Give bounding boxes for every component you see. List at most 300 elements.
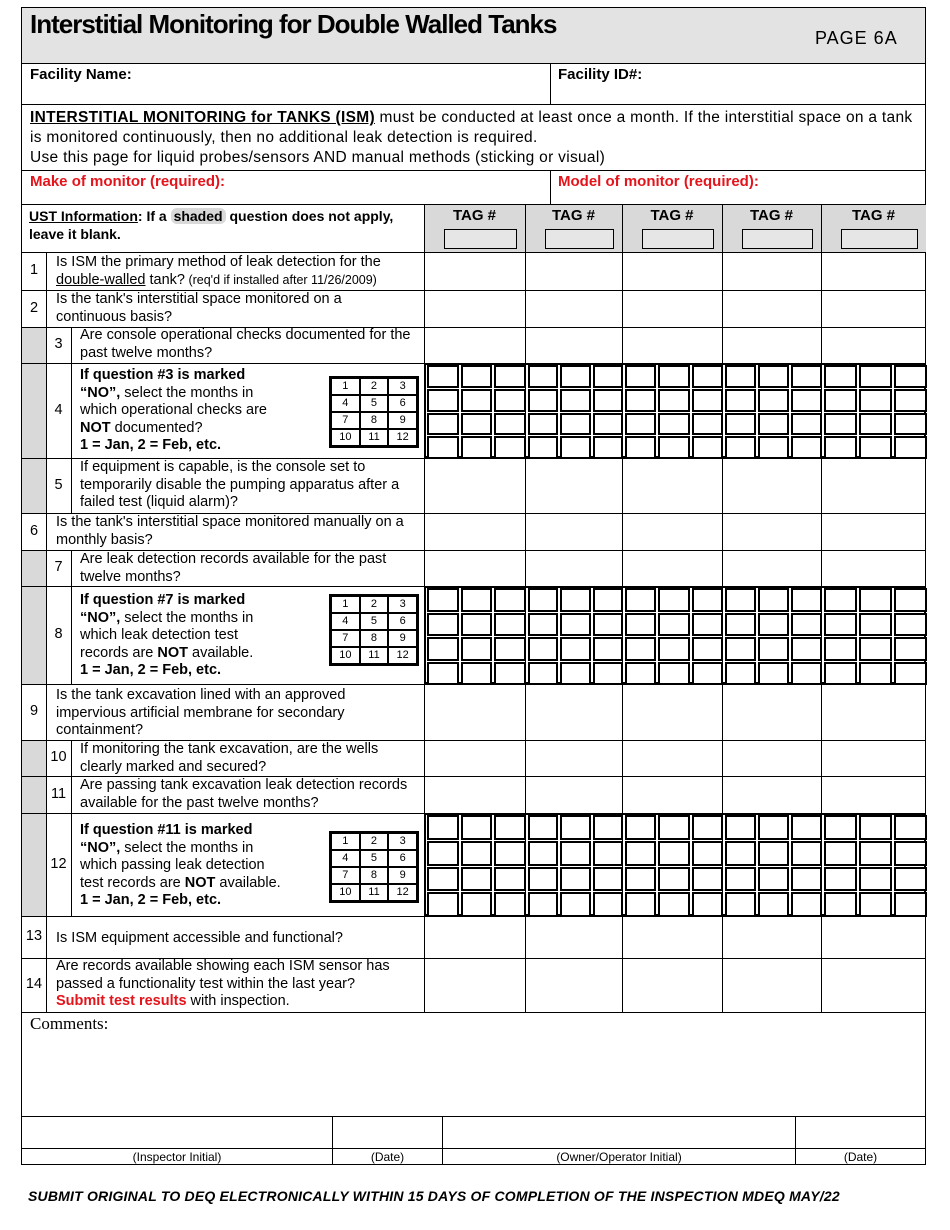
month-reference-grid [329, 594, 419, 666]
month-checkbox[interactable] [427, 613, 459, 637]
month-checkbox[interactable] [528, 613, 558, 637]
month-checkbox[interactable] [658, 841, 689, 866]
comments-area[interactable] [22, 1035, 924, 1115]
month-checkbox[interactable] [494, 389, 526, 412]
month-checkbox[interactable] [758, 815, 789, 840]
month-label: 12 [388, 429, 417, 446]
month-checkbox[interactable] [894, 662, 927, 686]
month-checkbox[interactable] [894, 892, 927, 917]
month-checkbox[interactable] [625, 588, 656, 612]
month-checkbox[interactable] [494, 365, 526, 388]
month-checkbox[interactable] [494, 588, 526, 612]
answer-cell[interactable] [526, 959, 621, 1011]
month-checkbox[interactable] [859, 637, 892, 661]
month-checkbox[interactable] [528, 841, 558, 866]
answer-cell[interactable] [425, 291, 524, 326]
answer-cell[interactable] [822, 777, 925, 812]
month-checkbox[interactable] [658, 436, 689, 459]
answer-cell[interactable] [623, 253, 721, 289]
tag-number-input-5[interactable] [841, 229, 918, 249]
month-checkbox[interactable] [692, 613, 723, 637]
month-checkbox[interactable] [528, 588, 558, 612]
month-checkbox[interactable] [658, 892, 689, 917]
tag-number-input-3[interactable] [642, 229, 714, 249]
answer-cell[interactable] [425, 917, 524, 957]
owner-initial-label: (Owner/Operator Initial) [556, 1150, 682, 1164]
month-checkbox[interactable] [461, 815, 493, 840]
month-checkbox[interactable] [692, 867, 723, 892]
sub-question-shade [22, 550, 46, 684]
month-checkbox[interactable] [824, 613, 857, 637]
month-checkbox[interactable] [625, 841, 656, 866]
month-checkbox[interactable] [461, 867, 493, 892]
month-label: 9 [388, 867, 417, 884]
month-checkbox[interactable] [725, 841, 756, 866]
month-checkbox[interactable] [859, 662, 892, 686]
answer-cell[interactable] [723, 291, 820, 326]
month-checkbox[interactable] [494, 613, 526, 637]
month-checkbox[interactable] [692, 637, 723, 661]
month-checkbox[interactable] [427, 815, 459, 840]
q7-text: Are leak detection records available for the past twelve months? [80, 551, 387, 585]
month-label: 7 [331, 412, 360, 429]
answer-cell[interactable] [526, 777, 621, 812]
month-checkbox[interactable] [461, 662, 493, 686]
tag-number-input-4[interactable] [742, 229, 813, 249]
q10-text: If monitoring the tank excavation, are the wells clearly marked and secured? [80, 741, 379, 775]
month-checkbox[interactable] [859, 413, 892, 436]
month-checkbox[interactable] [725, 637, 756, 661]
answer-cell[interactable] [526, 917, 621, 957]
ust-info-lead: UST Information [29, 208, 138, 224]
month-checkbox[interactable] [692, 815, 723, 840]
month-checkbox[interactable] [528, 867, 558, 892]
month-checkbox[interactable] [625, 413, 656, 436]
month-checkbox[interactable] [625, 389, 656, 412]
inspector-initial-field[interactable] [22, 1117, 331, 1147]
month-checkbox[interactable] [791, 841, 822, 866]
month-checkbox[interactable] [461, 436, 493, 459]
month-label: 9 [388, 412, 417, 429]
answer-cell[interactable] [623, 917, 721, 957]
month-checkbox[interactable] [593, 815, 623, 840]
answer-cell[interactable] [425, 959, 524, 1011]
month-checkbox[interactable] [427, 841, 459, 866]
month-checkbox[interactable] [427, 892, 459, 917]
month-checkbox[interactable] [494, 892, 526, 917]
answer-cell[interactable] [425, 459, 524, 512]
q13-text: Is ISM equipment accessible and functional? [56, 930, 343, 946]
month-checkbox[interactable] [692, 588, 723, 612]
inspector-date-field[interactable] [333, 1117, 441, 1147]
month-label: 8 [360, 867, 389, 884]
month-checkbox[interactable] [824, 588, 857, 612]
month-checkbox[interactable] [593, 436, 623, 459]
month-checkbox[interactable] [528, 892, 558, 917]
q1-text: Is ISM the primary method of leak detection for the double-walled tank? (req'd if installed after 11/26/2009) [56, 254, 381, 288]
month-checkbox[interactable] [692, 365, 723, 388]
facility-name-input[interactable] [22, 86, 548, 103]
month-checkbox[interactable] [494, 815, 526, 840]
answer-cell[interactable] [623, 551, 721, 585]
month-label: 9 [388, 630, 417, 647]
tag-header-4: TAG # [749, 207, 794, 224]
month-checkbox[interactable] [427, 436, 459, 459]
month-checkbox[interactable] [461, 413, 493, 436]
answer-cell[interactable] [623, 291, 721, 326]
owner-date-field[interactable] [796, 1117, 924, 1147]
month-checkbox[interactable] [658, 815, 689, 840]
month-checkbox[interactable] [824, 662, 857, 686]
page-number: PAGE 6A [815, 28, 898, 48]
month-checkbox[interactable] [494, 867, 526, 892]
answer-cell[interactable] [723, 551, 820, 585]
month-checkbox[interactable] [692, 436, 723, 459]
month-label: 7 [331, 867, 360, 884]
month-checkbox[interactable] [625, 815, 656, 840]
month-checkbox[interactable] [625, 436, 656, 459]
q5-text: If equipment is capable, is the console set to temporarily disable the pumping apparatus after a failed test (liquid alarm)? [80, 459, 400, 510]
month-checkbox[interactable] [894, 841, 927, 866]
month-checkbox[interactable] [528, 365, 558, 388]
month-checkbox[interactable] [427, 389, 459, 412]
tag-header-5: TAG # [851, 207, 896, 224]
month-checkbox[interactable] [824, 436, 857, 459]
month-label: 7 [331, 630, 360, 647]
month-checkbox[interactable] [725, 365, 756, 388]
month-checkbox[interactable] [560, 662, 590, 686]
answer-cell[interactable] [822, 253, 925, 289]
answer-cell[interactable] [526, 459, 621, 512]
month-checkbox[interactable] [461, 588, 493, 612]
month-checkbox[interactable] [494, 841, 526, 866]
month-checkbox[interactable] [692, 413, 723, 436]
rule [71, 550, 72, 684]
month-checkbox[interactable] [528, 413, 558, 436]
month-checkbox[interactable] [758, 413, 789, 436]
ust-info-mid: : If a [137, 208, 171, 224]
month-checkbox[interactable] [725, 662, 756, 686]
month-checkbox[interactable] [427, 662, 459, 686]
month-checkbox[interactable] [528, 436, 558, 459]
answer-cell[interactable] [425, 328, 524, 362]
month-checkbox[interactable] [560, 841, 590, 866]
month-checkbox[interactable] [824, 867, 857, 892]
month-checkbox[interactable] [625, 892, 656, 917]
month-checkbox[interactable] [725, 867, 756, 892]
month-checkbox[interactable] [791, 892, 822, 917]
month-label: 12 [388, 647, 417, 664]
month-label: 10 [331, 647, 360, 664]
month-checkbox[interactable] [859, 436, 892, 459]
month-checkbox[interactable] [791, 413, 822, 436]
answer-cell[interactable] [623, 514, 721, 549]
answer-cell[interactable] [425, 685, 524, 739]
month-checkbox[interactable] [758, 588, 789, 612]
owner-initial-field[interactable] [443, 1117, 794, 1147]
month-checkbox[interactable] [859, 892, 892, 917]
answer-cell[interactable] [822, 551, 925, 585]
month-checkbox[interactable] [758, 389, 789, 412]
month-checkbox[interactable] [894, 815, 927, 840]
month-checkbox[interactable] [560, 613, 590, 637]
answer-cell[interactable] [526, 514, 621, 549]
answer-cell[interactable] [723, 685, 820, 739]
month-checkbox[interactable] [560, 413, 590, 436]
month-checkbox[interactable] [461, 892, 493, 917]
month-checkbox[interactable] [791, 436, 822, 459]
month-checkbox[interactable] [593, 841, 623, 866]
month-checkbox[interactable] [593, 365, 623, 388]
month-checkbox[interactable] [528, 662, 558, 686]
month-checkbox[interactable] [494, 637, 526, 661]
q8-number: 8 [54, 626, 63, 642]
intro-line2: Use this page for liquid probes/sensors AND manual methods (sticking or visual) [30, 149, 606, 166]
month-checkbox[interactable] [560, 892, 590, 917]
month-checkbox[interactable] [658, 662, 689, 686]
answer-cell[interactable] [623, 959, 721, 1011]
rule [46, 684, 47, 740]
month-checkbox[interactable] [427, 637, 459, 661]
month-checkbox[interactable] [859, 389, 892, 412]
month-checkbox[interactable] [791, 389, 822, 412]
month-label: 1 [331, 596, 360, 613]
answer-cell[interactable] [723, 459, 820, 512]
month-checkbox[interactable] [894, 588, 927, 612]
answer-cell[interactable] [723, 741, 820, 775]
month-checkbox[interactable] [427, 365, 459, 388]
month-checkbox[interactable] [791, 662, 822, 686]
month-checkbox[interactable] [560, 365, 590, 388]
month-checkbox[interactable] [692, 841, 723, 866]
month-checkbox[interactable] [658, 413, 689, 436]
month-checkbox[interactable] [494, 436, 526, 459]
month-checkbox[interactable] [427, 413, 459, 436]
month-checkbox[interactable] [658, 637, 689, 661]
month-checkbox[interactable] [593, 662, 623, 686]
month-checkbox[interactable] [593, 892, 623, 917]
answer-cell[interactable] [822, 291, 925, 326]
month-checkbox[interactable] [725, 413, 756, 436]
month-label: 11 [360, 647, 389, 664]
month-checkbox[interactable] [791, 613, 822, 637]
answer-cell[interactable] [623, 777, 721, 812]
month-checkbox[interactable] [824, 389, 857, 412]
answer-cell[interactable] [623, 685, 721, 739]
month-checkbox[interactable] [593, 613, 623, 637]
month-label: 4 [331, 850, 360, 867]
month-checkbox[interactable] [625, 637, 656, 661]
month-checkbox[interactable] [791, 588, 822, 612]
month-checkbox[interactable] [859, 841, 892, 866]
ust-information [29, 207, 424, 243]
month-checkbox[interactable] [758, 436, 789, 459]
month-checkbox[interactable] [692, 892, 723, 917]
month-reference-grid [329, 831, 419, 903]
month-checkbox[interactable] [725, 613, 756, 637]
month-checkbox[interactable] [461, 637, 493, 661]
month-checkbox[interactable] [859, 815, 892, 840]
month-checkbox[interactable] [758, 867, 789, 892]
facility-id-label: Facility ID#: [558, 66, 643, 83]
month-checkbox[interactable] [758, 841, 789, 866]
month-checkbox[interactable] [658, 588, 689, 612]
month-label: 3 [388, 596, 417, 613]
month-checkbox[interactable] [791, 815, 822, 840]
answer-cell[interactable] [425, 551, 524, 585]
month-checkbox[interactable] [692, 389, 723, 412]
q5-number: 5 [54, 476, 63, 493]
answer-cell[interactable] [425, 741, 524, 775]
month-checkbox[interactable] [859, 867, 892, 892]
month-reference-grid [329, 376, 419, 448]
answer-cell[interactable] [822, 741, 925, 775]
answer-cell[interactable] [822, 685, 925, 739]
month-checkbox[interactable] [824, 815, 857, 840]
month-label: 11 [360, 429, 389, 446]
sub-question-shade [22, 740, 46, 916]
month-checkbox[interactable] [658, 365, 689, 388]
month-checkbox[interactable] [859, 365, 892, 388]
answer-cell[interactable] [822, 514, 925, 549]
month-checkbox[interactable] [894, 413, 927, 436]
month-checkbox[interactable] [894, 389, 927, 412]
intro-lead: INTERSTITIAL MONITORING for TANKS (ISM) [30, 109, 375, 126]
month-checkbox[interactable] [560, 588, 590, 612]
month-checkbox[interactable] [560, 637, 590, 661]
answer-cell[interactable] [723, 917, 820, 957]
month-checkbox[interactable] [427, 588, 459, 612]
month-checkbox[interactable] [725, 892, 756, 917]
answer-cell[interactable] [526, 253, 621, 289]
answer-cell[interactable] [526, 551, 621, 585]
month-checkbox[interactable] [494, 662, 526, 686]
month-checkbox[interactable] [894, 365, 927, 388]
month-checkbox[interactable] [758, 892, 789, 917]
month-checkbox[interactable] [560, 867, 590, 892]
month-checkbox[interactable] [791, 637, 822, 661]
month-checkbox[interactable] [758, 365, 789, 388]
month-checkbox[interactable] [658, 389, 689, 412]
month-label: 1 [331, 833, 360, 850]
q4-number: 4 [54, 401, 63, 418]
answer-cell[interactable] [425, 514, 524, 549]
answer-cell[interactable] [822, 328, 925, 362]
answer-cell[interactable] [623, 459, 721, 512]
month-checkbox[interactable] [560, 389, 590, 412]
intro-line1: must be conducted at least once a month. If the interstitial space on a tank is monitored continuously, then no additional leak detection is required. [30, 109, 913, 146]
answer-cell[interactable] [623, 328, 721, 362]
answer-cell[interactable] [822, 917, 925, 957]
month-checkbox[interactable] [593, 637, 623, 661]
facility-name-label: Facility Name: [30, 66, 132, 83]
month-checkbox[interactable] [560, 436, 590, 459]
month-checkbox[interactable] [859, 613, 892, 637]
month-label: 5 [360, 613, 389, 630]
month-checkbox[interactable] [692, 662, 723, 686]
date-label-1: (Date) [370, 1150, 405, 1164]
answer-cell[interactable] [526, 328, 621, 362]
month-checkbox[interactable] [427, 867, 459, 892]
month-checkbox[interactable] [528, 637, 558, 661]
month-checkbox[interactable] [560, 815, 590, 840]
month-checkbox[interactable] [791, 867, 822, 892]
rule [46, 916, 47, 958]
month-checkbox[interactable] [758, 637, 789, 661]
month-label: 3 [388, 378, 417, 395]
month-checkbox[interactable] [593, 867, 623, 892]
month-checkbox[interactable] [824, 365, 857, 388]
answer-cell[interactable] [425, 253, 524, 289]
answer-cell[interactable] [425, 777, 524, 812]
month-checkbox[interactable] [894, 436, 927, 459]
month-checkbox[interactable] [894, 613, 927, 637]
month-checkbox[interactable] [658, 867, 689, 892]
tag-number-input-2[interactable] [545, 229, 614, 249]
answer-cell[interactable] [723, 777, 820, 812]
month-checkbox[interactable] [791, 365, 822, 388]
month-checkbox[interactable] [461, 613, 493, 637]
month-checkbox[interactable] [461, 841, 493, 866]
month-checkbox[interactable] [593, 413, 623, 436]
answer-cell[interactable] [723, 253, 820, 289]
month-checkbox[interactable] [824, 892, 857, 917]
month-checkbox[interactable] [824, 637, 857, 661]
month-checkbox[interactable] [593, 389, 623, 412]
month-checkbox[interactable] [625, 662, 656, 686]
q7-number: 7 [54, 559, 63, 575]
footer-note: SUBMIT ORIGINAL TO DEQ ELECTRONICALLY WITHIN 15 DAYS OF COMPLETION OF THE INSPECTION MDEQ MAY/22 [28, 1188, 840, 1204]
month-checkbox[interactable] [824, 413, 857, 436]
month-checkbox[interactable] [625, 365, 656, 388]
rule [46, 740, 47, 916]
month-checkbox[interactable] [461, 365, 493, 388]
month-checkbox[interactable] [625, 613, 656, 637]
month-checkbox[interactable] [625, 867, 656, 892]
month-checkbox[interactable] [824, 841, 857, 866]
month-checkbox[interactable] [528, 815, 558, 840]
month-checkbox[interactable] [528, 389, 558, 412]
answer-cell[interactable] [526, 741, 621, 775]
month-checkbox[interactable] [758, 613, 789, 637]
month-checkbox[interactable] [593, 588, 623, 612]
answer-cell[interactable] [723, 959, 820, 1011]
answer-cell[interactable] [723, 514, 820, 549]
month-checkbox[interactable] [758, 662, 789, 686]
month-checkbox[interactable] [725, 815, 756, 840]
answer-cell[interactable] [723, 328, 820, 362]
month-checkbox[interactable] [725, 436, 756, 459]
facility-id-input[interactable] [552, 86, 924, 103]
month-checkbox[interactable] [725, 389, 756, 412]
q8-text: If question #7 is marked “NO”, select the months in which leak detection test records are NOT available. 1 = Jan, 2 = Feb, etc. [80, 592, 254, 678]
month-checkbox[interactable] [859, 588, 892, 612]
month-checkbox[interactable] [461, 389, 493, 412]
month-checkbox[interactable] [725, 588, 756, 612]
answer-cell[interactable] [526, 685, 621, 739]
month-checkbox[interactable] [894, 867, 927, 892]
answer-cell[interactable] [526, 291, 621, 326]
answer-cell[interactable] [822, 459, 925, 512]
month-checkbox[interactable] [658, 613, 689, 637]
answer-cell[interactable] [822, 959, 925, 1011]
month-checkbox[interactable] [894, 637, 927, 661]
month-checkbox[interactable] [494, 413, 526, 436]
tag-number-input-1[interactable] [444, 229, 517, 249]
month-label: 4 [331, 395, 360, 412]
q11-text: Are passing tank excavation leak detection records available for the past twelve months? [80, 777, 408, 811]
answer-cell[interactable] [623, 741, 721, 775]
